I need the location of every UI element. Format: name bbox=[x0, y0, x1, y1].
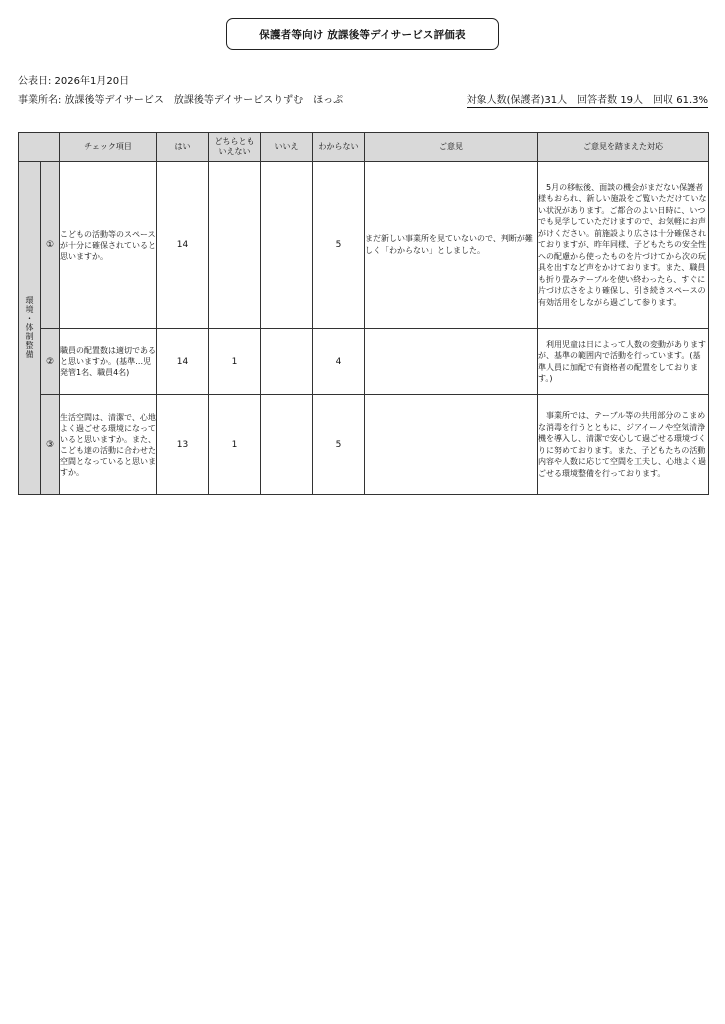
header-neither-label: どちらとも いえない bbox=[214, 137, 255, 156]
row-number: ③ bbox=[41, 395, 60, 495]
yes-count: 14 bbox=[157, 329, 209, 395]
no-count bbox=[261, 329, 313, 395]
header-yes: はい bbox=[157, 133, 209, 162]
opinion-text bbox=[365, 329, 538, 395]
row-number: ② bbox=[41, 329, 60, 395]
table-row bbox=[19, 395, 709, 495]
neither-count bbox=[209, 162, 261, 329]
no-count bbox=[261, 395, 313, 495]
opinion-text bbox=[365, 395, 538, 495]
header-neither bbox=[209, 133, 261, 162]
check-item-text: こどもの活動等のスペースが十分に確保されていると思いますか。 bbox=[60, 162, 157, 329]
yes-count: 14 bbox=[157, 162, 209, 329]
no-count bbox=[261, 162, 313, 329]
neither-count: 1 bbox=[209, 395, 261, 495]
response-text: 利用児童は日によって人数の変動がありますが、基準の範囲内で活動を行っています。(基準人員に加配で有資格者の配置をしております。) bbox=[538, 329, 709, 395]
response-text: 5月の移転後、面談の機会がまだない保護者様もおられ、新しい施設をご覧いただけていない状況があります。ご都合のよい日時に、いつでも見学していただけますので、お気軽にお声がけください。前施設より広さは十分確保されておりますが、昨年同様、子どもたちの安全性への配慮から使ったものを片づけてから次の玩具を出すなど声をかけております。また、職員も折り畳みテーブルを使い終わったら、すぐに片づけ広さをより確保し、引き続きスペースの有効活用をしながら過ごして参ります。 bbox=[538, 162, 709, 329]
category-cell bbox=[19, 162, 41, 495]
unknown-count: 4 bbox=[313, 329, 365, 395]
table-header-row bbox=[19, 133, 709, 162]
category-label: 環境・体制整備 bbox=[25, 295, 34, 359]
header-response: ご意見を踏まえた対応 bbox=[538, 133, 709, 162]
table-row bbox=[19, 329, 709, 395]
header-opinion: ご意見 bbox=[365, 133, 538, 162]
yes-count: 13 bbox=[157, 395, 209, 495]
check-item-text: 職員の配置数は適切であると思いますか。(基準…児発管1名、職員4名) bbox=[60, 329, 157, 395]
publication-date: 公表日: 2026年1月20日 bbox=[18, 76, 130, 87]
unknown-count: 5 bbox=[313, 162, 365, 329]
header-no: いいえ bbox=[261, 133, 313, 162]
check-item-text: 生活空間は、清潔で、心地よく過ごせる環境になっていると思いますか。また、こども達の活動に合わせた空間となっていると思いますか。 bbox=[60, 395, 157, 495]
evaluation-table bbox=[18, 132, 709, 495]
unknown-count: 5 bbox=[313, 395, 365, 495]
document-title: 保護者等向け 放課後等デイサービス評価表 bbox=[226, 18, 499, 50]
response-text: 事業所では、テーブル等の共用部分のこまめな消毒を行うとともに、ジアイーノや空気清浄機を導入し、清潔で安心して過ごせる環境づくりに努めております。また、子どもたちの活動内容や人数に応じて空間を工夫し、心地よく過ごせる環境整備を行っております。 bbox=[538, 395, 709, 495]
header-unknown: わからない bbox=[313, 133, 365, 162]
opinion-text: まだ新しい事業所を見ていないので、判断が難しく「わからない」としました。 bbox=[365, 162, 538, 329]
row-number: ① bbox=[41, 162, 60, 329]
table-row bbox=[19, 162, 709, 329]
header-check-item: チェック項目 bbox=[60, 133, 157, 162]
office-name: 事業所名: 放課後等デイサービス 放課後等デイサービスりずむ ほっぷ bbox=[18, 95, 344, 106]
response-stats: 対象人数(保護者)31人 回答者数 19人 回収 61.3% bbox=[466, 95, 708, 106]
neither-count: 1 bbox=[209, 329, 261, 395]
header-blank bbox=[19, 133, 60, 162]
